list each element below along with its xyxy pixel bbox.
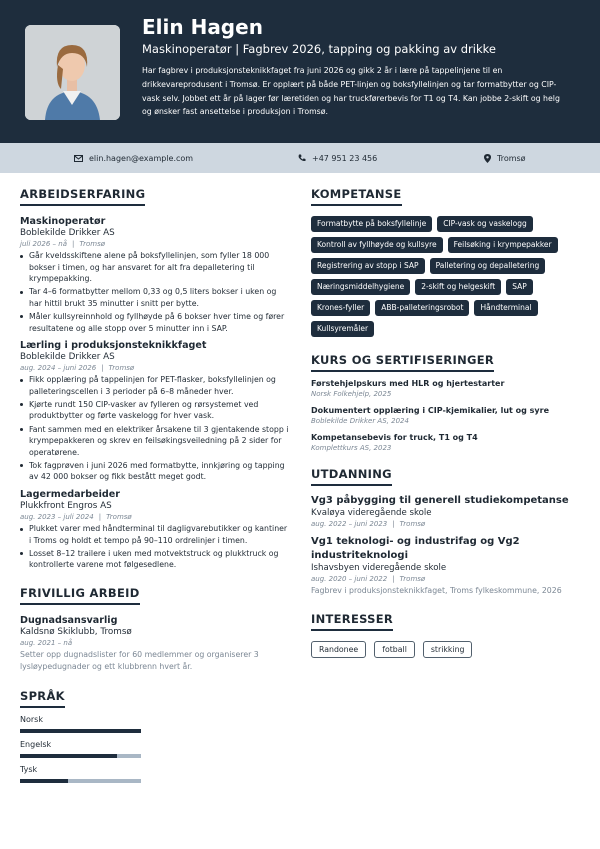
education-meta: aug. 2022 – juni 2023 | Tromsø — [311, 520, 426, 528]
job-bullet: Fikk opplæring på tappelinjen for PET-flasker, boksfyllelinjen og palleteringscellen i 3 perioder på 6–8 måneder hver. — [20, 374, 290, 397]
course-item — [311, 432, 581, 453]
course-title: Dokumentert opplæring i CIP-kjemikalier, lut og syre — [311, 406, 549, 415]
job-bullet: Losset 8–12 trailere i uken med motvektstruck og plukktruck og kontrollerte varene mot følgesedlene. — [20, 548, 290, 571]
language-item — [20, 714, 290, 733]
skill-tag: CIP-vask og vaskelogg — [437, 216, 533, 232]
location-icon — [484, 154, 491, 163]
job-dates: aug. 2024 – juni 2026 — [20, 364, 97, 373]
job-location: Tromsø — [79, 240, 106, 248]
interest-list — [311, 641, 581, 658]
job-bullet: Plukket varer med håndterminal til dagligvarebutikker og kantiner i Troms og holdt et tempo på 90–110 ordrelinjer i timen. — [20, 523, 290, 546]
skill-tag: Kullsyremåler — [311, 321, 374, 337]
education-title: Vg1 teknologi- og industrifag og Vg2 industriteknologi — [311, 536, 520, 561]
course-meta: Komplettkurs AS, 2023 — [311, 444, 392, 452]
skill-tags — [311, 216, 581, 337]
right-column — [311, 183, 581, 658]
job-meta: aug. 2023 – juli 2024 | Tromsø — [20, 513, 132, 521]
interest-tag: strikking — [423, 641, 473, 658]
education-entry — [311, 535, 581, 596]
job-bullet: Måler kullsyreinnhold og fyllhøyde på 6 bokser hver time og fører resultatene og alle stopp over 5 minutter inn i SAP. — [20, 311, 290, 334]
course-item — [311, 405, 581, 426]
section-title-education: UTDANNING — [311, 467, 392, 486]
job-bullet: Går kveldsskiftene alene på boksfyllelinjen, som fyller 18 000 bokser i timen, og har ansvaret for alt fra depalletering til krympepakking. — [20, 250, 290, 285]
volunteer-role: Dugnadsansvarlig — [20, 615, 118, 627]
job-bullet: Tok fagprøven i juni 2026 med formatbytte, innkjøring og tapping av 42 000 bokser og fikk bestått meget godt. — [20, 460, 290, 483]
volunteer-entry — [20, 615, 290, 672]
job-dates: aug. 2023 – juli 2024 — [20, 513, 94, 521]
phone-icon — [298, 154, 306, 162]
candidate-subtitle: Maskinoperatør | Fagbrev 2026, tapping og pakking av drikke — [142, 42, 496, 56]
language-level-fill — [20, 779, 68, 783]
job-entry — [20, 340, 290, 483]
language-level-bar — [20, 779, 141, 783]
job-title: Lærling i produksjonsteknikkfaget — [20, 340, 207, 352]
education-title: Vg3 påbygging til generell studiekompetanse — [311, 495, 569, 506]
language-level-fill — [20, 754, 117, 758]
language-level-fill — [20, 729, 141, 733]
education-note: Fagbrev i produksjonsteknikkfaget, Troms fylkeskommune, 2026 — [311, 586, 562, 595]
education-location: Tromsø — [399, 575, 426, 583]
job-title: Lagermedarbeider — [20, 489, 121, 500]
job-location: Tromsø — [106, 513, 132, 521]
location-text: Tromsø — [497, 153, 526, 163]
contact-email[interactable] — [74, 143, 193, 173]
volunteer-org: Kaldsnø Skiklubb, Tromsø — [20, 627, 132, 638]
header — [0, 0, 600, 143]
skill-tag: ABB-palleteringsrobot — [375, 300, 469, 316]
contact-bar — [0, 143, 600, 173]
section-title-languages: SPRÅK — [20, 689, 65, 708]
job-company: Plukkfront Engros AS — [20, 501, 112, 511]
education-school: Ishavsbyen videregående skole — [311, 563, 447, 573]
job-location: Tromsø — [108, 364, 135, 373]
job-bullet: Fant sammen med en elektriker årsakene til 3 gjentakende stopp i krympepakkeren og skrev en feilsøkingsveiledning på 2 sider for operatørene. — [20, 424, 290, 459]
course-list — [311, 378, 581, 453]
contact-phone[interactable] — [298, 143, 377, 173]
skill-tag: Formatbytte på boksfyllelinje — [311, 216, 432, 232]
course-title: Førstehjelpskurs med HLR og hjertestarter — [311, 379, 505, 388]
email-icon — [74, 155, 83, 162]
course-item — [311, 378, 581, 399]
job-bullets — [20, 523, 290, 571]
job-dates: juli 2026 – nå — [20, 240, 67, 248]
job-bullets — [20, 250, 290, 334]
education-meta: aug. 2020 – juni 2022 | Tromsø — [311, 575, 426, 583]
volunteer-dates: aug. 2021 – nå — [20, 639, 73, 648]
candidate-name: Elin Hagen — [142, 15, 263, 39]
language-name: Engelsk — [20, 739, 52, 749]
language-item — [20, 764, 290, 783]
course-meta: Norsk Folkehjelp, 2025 — [311, 390, 392, 398]
skill-tag: Kontroll av fyllhøyde og kullsyre — [311, 237, 443, 253]
section-title-skills: KOMPETANSE — [311, 187, 402, 206]
interest-tag: Randonee — [311, 641, 366, 658]
language-name: Norsk — [20, 714, 43, 724]
skill-tag: Registrering av stopp i SAP — [311, 258, 425, 274]
language-name: Tysk — [20, 764, 38, 774]
education-school: Kvaløya videregående skole — [311, 508, 432, 518]
job-bullet: Kjørte rundt 150 CIP-vasker av fylleren og rørsystemet ved produktbytter og førte vaskelogg for hver vask. — [20, 399, 290, 422]
education-location: Tromsø — [399, 520, 426, 528]
profile-photo — [25, 25, 120, 120]
skill-tag: Næringsmiddelhygiene — [311, 279, 410, 295]
language-level-bar — [20, 729, 141, 733]
skill-tag: 2-skift og helgeskift — [415, 279, 501, 295]
contact-location — [484, 143, 526, 173]
section-title-experience: ARBEIDSERFARING — [20, 187, 145, 206]
language-level-bar — [20, 754, 141, 758]
course-meta: Boblekilde Drikker AS, 2024 — [311, 417, 409, 425]
job-company: Boblekilde Drikker AS — [20, 352, 115, 363]
job-company: Boblekilde Drikker AS — [20, 228, 115, 238]
section-title-courses: KURS OG SERTIFISERINGER — [311, 353, 494, 372]
job-title: Maskinoperatør — [20, 216, 106, 227]
skill-tag: Palletering og depalletering — [430, 258, 546, 274]
skill-tag: SAP — [506, 279, 533, 295]
language-list — [20, 714, 290, 783]
interest-tag: fotball — [374, 641, 415, 658]
job-entry — [20, 489, 290, 571]
skill-tag: Håndterminal — [474, 300, 537, 316]
job-meta: juli 2026 – nå | Tromsø — [20, 240, 106, 248]
profile-summary: Har fagbrev i produksjonsteknikkfaget fra juni 2026 og gikk 2 år i lære på tappelinjene til en drikkevareprodusent i Tromsø. Er opplært på både PET-linjen og boksfyllelinjen og tar formatbytter og CIP-vask selv. Jobbet ett år på lager før læretiden og har truckførerbevis for T1 og T4. Kan jobbe 2-skift og helg og ønsker fast ansettelse i produksjon i Tromsø. — [142, 66, 560, 117]
education-entry — [311, 494, 581, 530]
section-title-interests: INTERESSER — [311, 612, 393, 631]
education-dates: aug. 2020 – juni 2022 — [311, 575, 388, 583]
left-column — [20, 183, 290, 783]
job-meta: aug. 2024 – juni 2026 | Tromsø — [20, 364, 135, 373]
education-dates: aug. 2022 – juni 2023 — [311, 520, 388, 528]
job-bullet: Tar 4–6 formatbytter mellom 0,33 og 0,5 liters bokser i uken og har hittil brukt 35 minutter i snitt per bytte. — [20, 286, 290, 309]
course-title: Kompetansebevis for truck, T1 og T4 — [311, 433, 478, 442]
phone-text: +47 951 23 456 — [312, 153, 378, 163]
skill-tag: Feilsøking i krympepakker — [448, 237, 558, 253]
volunteer-description: Setter opp dugnadslister for 60 medlemmer og organiserer 3 lysløypedugnader og ett klubbrenn hvert år. — [20, 650, 259, 671]
job-entry — [20, 216, 290, 334]
skill-tag: Krones-fyller — [311, 300, 370, 316]
job-bullets — [20, 374, 290, 483]
language-item — [20, 739, 290, 758]
email-text: elin.hagen@example.com — [89, 153, 194, 163]
section-title-volunteer: FRIVILLIG ARBEID — [20, 586, 140, 605]
